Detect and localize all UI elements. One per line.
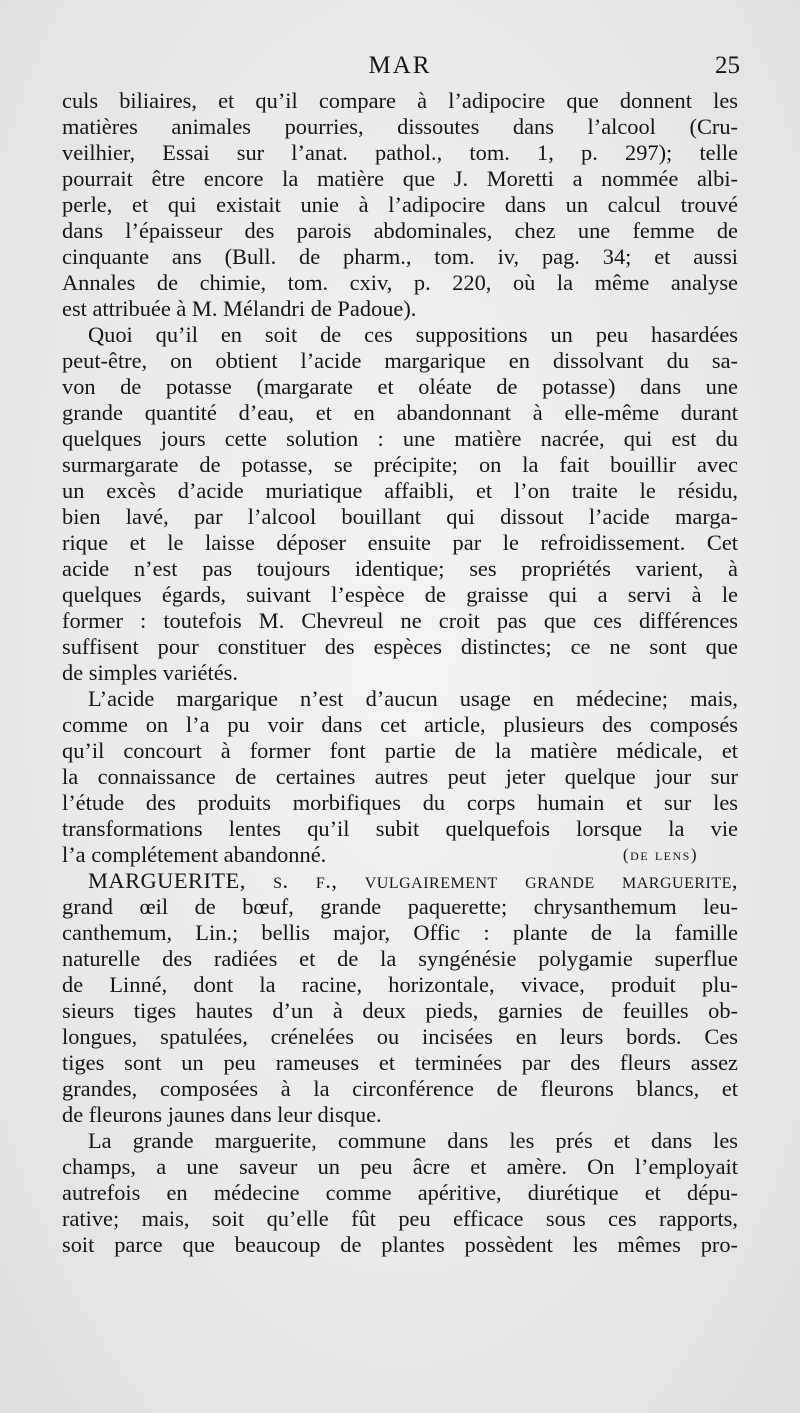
text-line: matières animales pourries, dissoutes dans l’alcool (Cru- xyxy=(62,114,738,139)
text-line: sieurs tiges hautes d’un à deux pieds, garnies de feuilles ob- xyxy=(62,998,738,1023)
text-line: culs biliaires, et qu’il compare à l’adipocire que donnent les xyxy=(62,88,738,113)
text-line: pourrait être encore la matière que J. Moretti a nommée albi- xyxy=(62,166,738,191)
text-line: de Linné, dont la racine, horizontale, vivace, produit plu- xyxy=(62,972,738,997)
text-line: dans l’épaisseur des parois abdominales, chez une femme de xyxy=(62,218,738,243)
text-line: perle, et qui existait unie à l’adipocire dans un calcul trouvé xyxy=(62,192,738,217)
text-line: Annales de chimie, tom. cxiv, p. 220, où la même analyse xyxy=(62,270,738,295)
text-line: La grande marguerite, commune dans les prés et dans les xyxy=(88,1128,738,1153)
text-line: est attribuée à M. Mélandri de Padoue). xyxy=(62,296,417,321)
text-line: acide n’est pas toujours identique; ses propriétés varient, à xyxy=(62,556,738,581)
text-line: rative; mais, soit qu’elle fût peu efficace sous ces rapports, xyxy=(62,1206,738,1231)
page-header xyxy=(60,52,740,92)
text-line: qu’il concourt à former font partie de la matière médicale, et xyxy=(62,738,738,763)
text-line: l’étude des produits morbifiques du corps humain et sur les xyxy=(62,790,738,815)
text-line: transformations lentes qu’il subit quelquefois lorsque la vie xyxy=(62,816,738,841)
text-line: suffisent pour constituer des espèces distinctes; ce ne sont que xyxy=(62,634,738,659)
text-line: la connaissance de certaines autres peut jeter quelque jour sur xyxy=(62,764,738,789)
text-line: champs, a une saveur un peu âcre et amère. On l’employait xyxy=(62,1154,738,1179)
text-line: canthemum, Lin.; bellis major, Offic : plante de la famille xyxy=(62,920,738,945)
text-line: peut-être, on obtient l’acide margarique en dissolvant du sa- xyxy=(62,348,738,373)
text-line: tiges sont un peu rameuses et terminées par des fleurs assez xyxy=(62,1050,738,1075)
text-line: longues, spatulées, crénelées ou incisées en leurs bords. Ces xyxy=(62,1024,738,1049)
text-line: l’a complétement abandonné. xyxy=(62,842,327,867)
text-line: quelques jours cette solution : une matière nacrée, qui est du xyxy=(62,426,738,451)
entry-heading-line: MARGUERITE, s. f., vulgairement grande marguerite, xyxy=(88,868,738,893)
author-signature: (de lens) xyxy=(622,845,698,864)
body-text xyxy=(62,88,738,1258)
text-line: von de potasse (margarate et oléate de potasse) dans une xyxy=(62,374,738,399)
text-line: quelques égards, suivant l’espèce de graisse qui a servi à le xyxy=(62,582,738,607)
text-line: veilhier, Essai sur l’anat. pathol., tom. 1, p. 297); telle xyxy=(62,140,738,165)
text-line: surmargarate de potasse, se précipite; on la fait bouillir avec xyxy=(62,452,738,477)
text-line: grand œil de bœuf, grande paquerette; chrysanthemum leu- xyxy=(62,894,738,919)
text-line: grande quantité d’eau, et en abandonnant à elle-même durant xyxy=(62,400,738,425)
text-line: bien lavé, par l’alcool bouillant qui dissout l’acide marga- xyxy=(62,504,738,529)
text-line: de fleurons jaunes dans leur disque. xyxy=(62,1102,382,1127)
text-line: Quoi qu’il en soit de ces suppositions un peu hasardées xyxy=(88,322,738,347)
text-line: L’acide margarique n’est d’aucun usage en médecine; mais, xyxy=(88,686,738,711)
running-head: MAR xyxy=(368,52,432,79)
text-line: rique et le laisse déposer ensuite par le refroidissement. Cet xyxy=(62,530,738,555)
text-line: soit parce que beaucoup de plantes possèdent les mêmes pro- xyxy=(62,1232,738,1257)
text-line: naturelle des radiées et de la syngénésie polygamie superflue xyxy=(62,946,738,971)
text-line: un excès d’acide muriatique affaibli, et l’on traite le résidu, xyxy=(62,478,738,503)
text-line: grandes, composées à la circonférence de fleurons blancs, et xyxy=(62,1076,738,1101)
text-line: autrefois en médecine comme apéritive, diurétique et dépu- xyxy=(62,1180,738,1205)
text-line: comme on l’a pu voir dans cet article, plusieurs des composés xyxy=(62,712,738,737)
text-line: cinquante ans (Bull. de pharm., tom. iv, pag. 34; et aussi xyxy=(62,244,738,269)
text-line: former : toutefois M. Chevreul ne croit pas que ces différences xyxy=(62,608,738,633)
text-line: de simples variétés. xyxy=(62,660,238,685)
page-number: 25 xyxy=(715,52,740,79)
text-line-with-signature xyxy=(62,842,738,868)
